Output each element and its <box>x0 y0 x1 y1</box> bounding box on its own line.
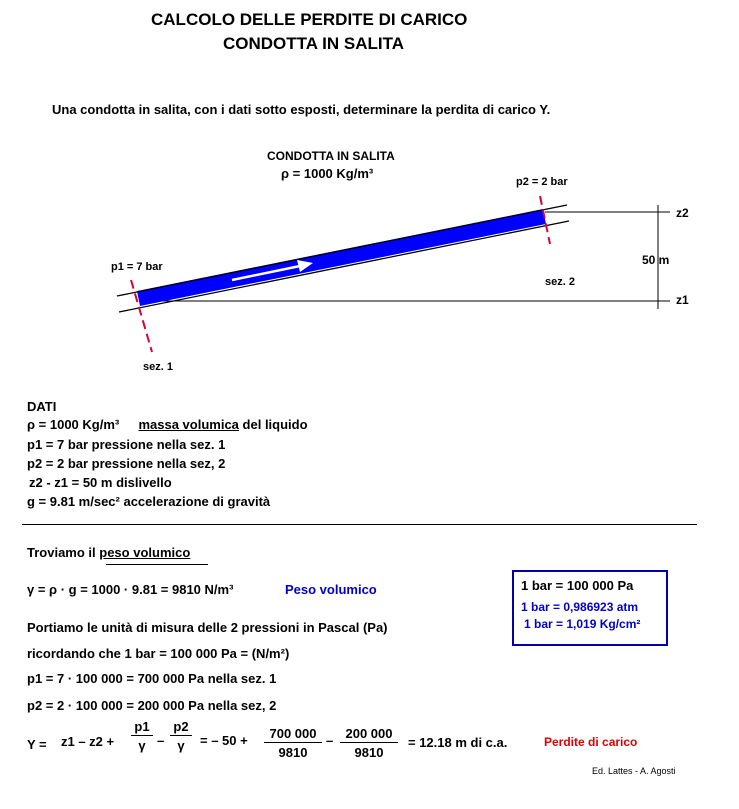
peso-formula: γ = ρ · g = 1000 · 9.81 = 9810 N/m³ <box>27 582 234 597</box>
peso-heading-underline <box>106 564 208 565</box>
fraction-p1-gamma <box>131 719 153 753</box>
z2-label: z2 <box>676 206 689 220</box>
dati-heading: DATI <box>27 399 57 414</box>
formula-result-note: Perdite di carico <box>544 735 638 749</box>
conversion-line2: 1 bar = 0,986923 atm <box>521 600 639 614</box>
formula-y-eq: Y = <box>27 737 47 752</box>
height-label: 50 m <box>642 253 670 267</box>
footer-credit: Ed. Lattes - A. Agosti <box>592 766 676 776</box>
conversion-line3: 1 bar = 1,019 Kg/cm² <box>524 617 641 631</box>
pascal-line4: p2 = 2 · 100 000 = 200 000 Pa nella sez, 2 <box>27 698 277 713</box>
dati-dz-line: z2 - z1 = 50 m dislivello <box>29 475 172 490</box>
dati-density-line <box>27 417 308 432</box>
fraction-p2-gamma <box>170 719 192 753</box>
formula-result: = 12.18 m di c.a. <box>408 735 508 750</box>
pascal-line2: ricordando che 1 bar = 100 000 Pa = (N/m²) <box>27 646 290 661</box>
formula-minus2: – <box>326 733 334 748</box>
dati-g-line: g = 9.81 m/sec² accelerazione di gravità <box>27 494 271 509</box>
formula-minus1: – <box>157 733 165 748</box>
pascal-line1: Portiamo le unità di misura delle 2 pressioni in Pascal (Pa) <box>27 620 388 635</box>
dati-density-value: ρ = 1000 Kg/m³ <box>27 417 120 432</box>
fraction-700000-num: 700 000 <box>264 726 322 743</box>
pipe-wall-bottom <box>119 221 569 312</box>
dati-density-suffix: del liquido <box>242 417 308 432</box>
formula-eq-term: = – 50 + <box>200 733 248 748</box>
peso-heading-term: peso volumico <box>99 545 191 560</box>
fraction-700000 <box>264 726 322 760</box>
fraction-p1-den: γ <box>138 738 146 753</box>
sez2-label: sez. 2 <box>545 276 575 288</box>
z1-label: z1 <box>676 293 689 307</box>
sez1-label: sez. 1 <box>143 361 173 373</box>
peso-heading-prefix: Troviamo il <box>27 545 96 560</box>
fraction-p2-num: p2 <box>170 719 192 736</box>
conversion-line1: 1 bar = 100 000 Pa <box>521 578 634 593</box>
section-divider <box>22 524 697 525</box>
diagram-density-label: ρ = 1000 Kg/m³ <box>281 166 374 181</box>
fraction-p1-num: p1 <box>131 719 153 736</box>
fraction-200000-den: 9810 <box>354 745 384 760</box>
fraction-200000-num: 200 000 <box>340 726 398 743</box>
p2-label: p2 = 2 bar <box>516 176 568 188</box>
dati-density-term: massa volumica <box>138 417 239 432</box>
peso-heading <box>27 545 190 560</box>
page-title-line2: CONDOTTA IN SALITA <box>223 34 404 53</box>
diagram-title: CONDOTTA IN SALITA <box>267 149 395 163</box>
fraction-700000-den: 9810 <box>278 745 308 760</box>
formula-z-term: z1 – z2 + <box>61 734 115 749</box>
dati-p2-line: p2 = 2 bar pressione nella sez, 2 <box>27 456 226 471</box>
fraction-p2-den: γ <box>177 738 185 753</box>
pipe-wall-top <box>117 205 567 296</box>
pipe-body <box>137 209 546 306</box>
p1-label: p1 = 7 bar <box>111 261 163 273</box>
fraction-200000 <box>340 726 398 760</box>
dati-p1-line: p1 = 7 bar pressione nella sez. 1 <box>27 437 226 452</box>
page-title-line1: CALCOLO DELLE PERDITE DI CARICO <box>151 10 468 29</box>
pascal-line3: p1 = 7 · 100 000 = 700 000 Pa nella sez. 1 <box>27 671 277 686</box>
intro-text: Una condotta in salita, con i dati sotto esposti, determinare la perdita di carico Y. <box>52 102 551 117</box>
pipe-diagram <box>0 0 739 400</box>
peso-formula-note: Peso volumico <box>285 582 377 597</box>
